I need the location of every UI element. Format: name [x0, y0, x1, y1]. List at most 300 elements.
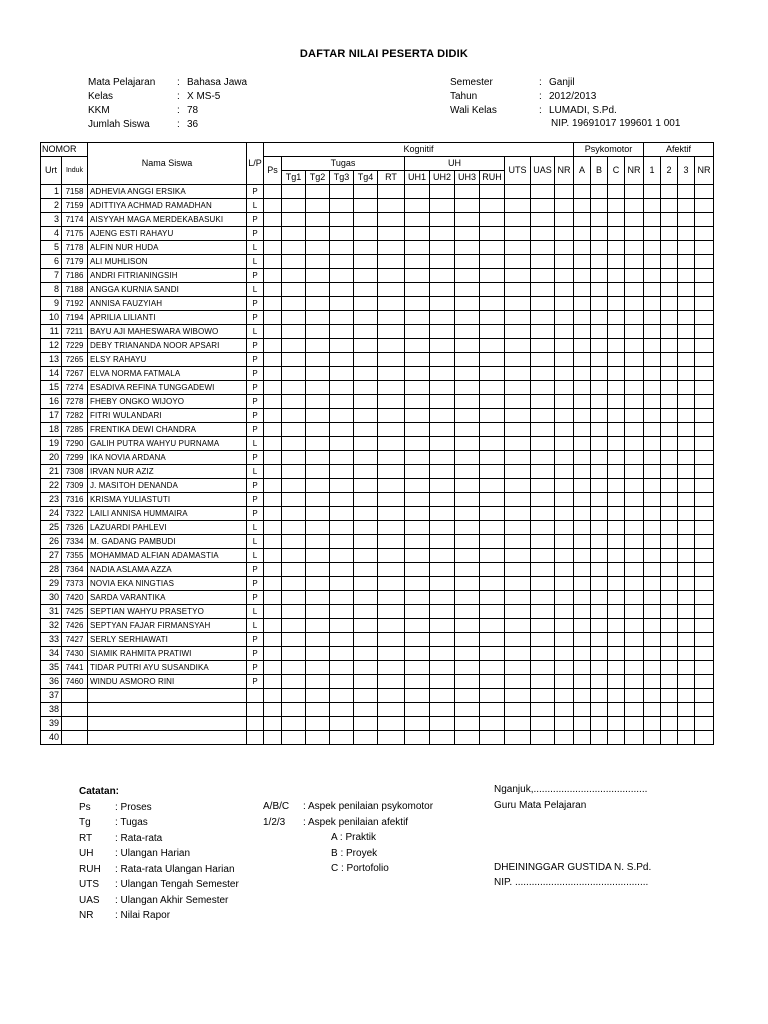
score-cell[interactable]	[282, 437, 306, 451]
score-cell[interactable]	[505, 185, 531, 199]
score-cell[interactable]	[306, 605, 330, 619]
score-cell[interactable]	[264, 493, 282, 507]
score-cell[interactable]	[430, 185, 455, 199]
score-cell[interactable]	[354, 535, 378, 549]
score-cell[interactable]	[378, 577, 405, 591]
score-cell[interactable]	[480, 339, 505, 353]
score-cell[interactable]	[625, 689, 644, 703]
score-cell[interactable]	[264, 381, 282, 395]
score-cell[interactable]	[330, 661, 354, 675]
score-cell[interactable]	[480, 661, 505, 675]
score-cell[interactable]	[354, 591, 378, 605]
score-cell[interactable]	[531, 367, 555, 381]
score-cell[interactable]	[555, 297, 574, 311]
score-cell[interactable]	[591, 339, 608, 353]
score-cell[interactable]	[282, 549, 306, 563]
score-cell[interactable]	[608, 409, 625, 423]
score-cell[interactable]	[455, 703, 480, 717]
score-cell[interactable]	[591, 493, 608, 507]
score-cell[interactable]	[505, 339, 531, 353]
score-cell[interactable]	[678, 395, 695, 409]
score-cell[interactable]	[264, 255, 282, 269]
score-cell[interactable]	[480, 591, 505, 605]
score-cell[interactable]	[455, 395, 480, 409]
score-cell[interactable]	[306, 591, 330, 605]
score-cell[interactable]	[555, 311, 574, 325]
score-cell[interactable]	[480, 605, 505, 619]
score-cell[interactable]	[405, 507, 430, 521]
score-cell[interactable]	[555, 269, 574, 283]
score-cell[interactable]	[625, 647, 644, 661]
score-cell[interactable]	[505, 479, 531, 493]
score-cell[interactable]	[591, 647, 608, 661]
score-cell[interactable]	[591, 703, 608, 717]
score-cell[interactable]	[306, 493, 330, 507]
score-cell[interactable]	[625, 409, 644, 423]
score-cell[interactable]	[574, 549, 591, 563]
score-cell[interactable]	[306, 479, 330, 493]
score-cell[interactable]	[608, 605, 625, 619]
score-cell[interactable]	[306, 241, 330, 255]
score-cell[interactable]	[354, 395, 378, 409]
score-cell[interactable]	[430, 507, 455, 521]
score-cell[interactable]	[574, 409, 591, 423]
score-cell[interactable]	[264, 437, 282, 451]
score-cell[interactable]	[661, 675, 678, 689]
score-cell[interactable]	[625, 269, 644, 283]
score-cell[interactable]	[378, 283, 405, 297]
score-cell[interactable]	[306, 451, 330, 465]
score-cell[interactable]	[378, 675, 405, 689]
score-cell[interactable]	[531, 451, 555, 465]
score-cell[interactable]	[282, 297, 306, 311]
score-cell[interactable]	[282, 185, 306, 199]
score-cell[interactable]	[354, 465, 378, 479]
score-cell[interactable]	[591, 619, 608, 633]
score-cell[interactable]	[505, 731, 531, 745]
score-cell[interactable]	[591, 423, 608, 437]
score-cell[interactable]	[405, 297, 430, 311]
score-cell[interactable]	[661, 269, 678, 283]
score-cell[interactable]	[480, 381, 505, 395]
score-cell[interactable]	[695, 451, 714, 465]
score-cell[interactable]	[378, 325, 405, 339]
score-cell[interactable]	[678, 717, 695, 731]
score-cell[interactable]	[555, 451, 574, 465]
score-cell[interactable]	[480, 353, 505, 367]
score-cell[interactable]	[531, 311, 555, 325]
score-cell[interactable]	[678, 311, 695, 325]
score-cell[interactable]	[405, 717, 430, 731]
score-cell[interactable]	[378, 381, 405, 395]
score-cell[interactable]	[480, 213, 505, 227]
score-cell[interactable]	[306, 647, 330, 661]
score-cell[interactable]	[695, 283, 714, 297]
score-cell[interactable]	[378, 409, 405, 423]
score-cell[interactable]	[555, 535, 574, 549]
score-cell[interactable]	[430, 633, 455, 647]
score-cell[interactable]	[330, 591, 354, 605]
score-cell[interactable]	[574, 479, 591, 493]
score-cell[interactable]	[695, 297, 714, 311]
score-cell[interactable]	[480, 199, 505, 213]
score-cell[interactable]	[555, 185, 574, 199]
score-cell[interactable]	[625, 619, 644, 633]
score-cell[interactable]	[678, 689, 695, 703]
score-cell[interactable]	[378, 633, 405, 647]
score-cell[interactable]	[480, 451, 505, 465]
score-cell[interactable]	[430, 675, 455, 689]
score-cell[interactable]	[264, 213, 282, 227]
score-cell[interactable]	[608, 297, 625, 311]
score-cell[interactable]	[608, 479, 625, 493]
score-cell[interactable]	[264, 661, 282, 675]
score-cell[interactable]	[661, 591, 678, 605]
score-cell[interactable]	[430, 255, 455, 269]
score-cell[interactable]	[455, 675, 480, 689]
score-cell[interactable]	[378, 731, 405, 745]
score-cell[interactable]	[378, 241, 405, 255]
score-cell[interactable]	[608, 619, 625, 633]
score-cell[interactable]	[591, 255, 608, 269]
score-cell[interactable]	[405, 353, 430, 367]
score-cell[interactable]	[264, 339, 282, 353]
score-cell[interactable]	[505, 241, 531, 255]
score-cell[interactable]	[282, 577, 306, 591]
score-cell[interactable]	[695, 269, 714, 283]
score-cell[interactable]	[625, 423, 644, 437]
score-cell[interactable]	[505, 199, 531, 213]
score-cell[interactable]	[455, 213, 480, 227]
score-cell[interactable]	[330, 731, 354, 745]
score-cell[interactable]	[695, 661, 714, 675]
score-cell[interactable]	[574, 591, 591, 605]
score-cell[interactable]	[378, 717, 405, 731]
score-cell[interactable]	[282, 423, 306, 437]
score-cell[interactable]	[405, 185, 430, 199]
score-cell[interactable]	[306, 633, 330, 647]
score-cell[interactable]	[661, 325, 678, 339]
score-cell[interactable]	[531, 549, 555, 563]
score-cell[interactable]	[625, 703, 644, 717]
score-cell[interactable]	[505, 409, 531, 423]
score-cell[interactable]	[282, 227, 306, 241]
score-cell[interactable]	[405, 703, 430, 717]
score-cell[interactable]	[455, 605, 480, 619]
score-cell[interactable]	[661, 255, 678, 269]
score-cell[interactable]	[678, 591, 695, 605]
score-cell[interactable]	[591, 731, 608, 745]
score-cell[interactable]	[455, 241, 480, 255]
score-cell[interactable]	[591, 325, 608, 339]
score-cell[interactable]	[378, 591, 405, 605]
score-cell[interactable]	[608, 199, 625, 213]
score-cell[interactable]	[430, 731, 455, 745]
score-cell[interactable]	[354, 185, 378, 199]
score-cell[interactable]	[430, 647, 455, 661]
score-cell[interactable]	[608, 311, 625, 325]
score-cell[interactable]	[306, 437, 330, 451]
score-cell[interactable]	[555, 199, 574, 213]
score-cell[interactable]	[405, 563, 430, 577]
score-cell[interactable]	[608, 367, 625, 381]
score-cell[interactable]	[505, 437, 531, 451]
score-cell[interactable]	[354, 521, 378, 535]
score-cell[interactable]	[678, 339, 695, 353]
score-cell[interactable]	[455, 661, 480, 675]
score-cell[interactable]	[678, 465, 695, 479]
score-cell[interactable]	[644, 409, 661, 423]
score-cell[interactable]	[354, 269, 378, 283]
score-cell[interactable]	[678, 479, 695, 493]
score-cell[interactable]	[661, 297, 678, 311]
score-cell[interactable]	[625, 213, 644, 227]
score-cell[interactable]	[531, 507, 555, 521]
score-cell[interactable]	[574, 521, 591, 535]
score-cell[interactable]	[354, 255, 378, 269]
score-cell[interactable]	[480, 493, 505, 507]
score-cell[interactable]	[264, 479, 282, 493]
score-cell[interactable]	[354, 493, 378, 507]
score-cell[interactable]	[306, 535, 330, 549]
score-cell[interactable]	[574, 703, 591, 717]
score-cell[interactable]	[264, 507, 282, 521]
score-cell[interactable]	[625, 577, 644, 591]
score-cell[interactable]	[591, 283, 608, 297]
score-cell[interactable]	[505, 451, 531, 465]
score-cell[interactable]	[306, 325, 330, 339]
score-cell[interactable]	[678, 605, 695, 619]
score-cell[interactable]	[480, 507, 505, 521]
score-cell[interactable]	[625, 521, 644, 535]
score-cell[interactable]	[678, 283, 695, 297]
score-cell[interactable]	[330, 353, 354, 367]
score-cell[interactable]	[661, 703, 678, 717]
score-cell[interactable]	[378, 507, 405, 521]
score-cell[interactable]	[282, 213, 306, 227]
score-cell[interactable]	[591, 605, 608, 619]
score-cell[interactable]	[531, 675, 555, 689]
score-cell[interactable]	[574, 423, 591, 437]
score-cell[interactable]	[531, 325, 555, 339]
score-cell[interactable]	[678, 381, 695, 395]
score-cell[interactable]	[378, 367, 405, 381]
score-cell[interactable]	[430, 409, 455, 423]
score-cell[interactable]	[430, 423, 455, 437]
score-cell[interactable]	[330, 605, 354, 619]
score-cell[interactable]	[354, 717, 378, 731]
score-cell[interactable]	[678, 577, 695, 591]
score-cell[interactable]	[591, 395, 608, 409]
score-cell[interactable]	[455, 339, 480, 353]
score-cell[interactable]	[608, 423, 625, 437]
score-cell[interactable]	[378, 479, 405, 493]
score-cell[interactable]	[555, 521, 574, 535]
score-cell[interactable]	[455, 269, 480, 283]
score-cell[interactable]	[591, 353, 608, 367]
score-cell[interactable]	[354, 283, 378, 297]
score-cell[interactable]	[678, 199, 695, 213]
score-cell[interactable]	[405, 437, 430, 451]
score-cell[interactable]	[555, 367, 574, 381]
score-cell[interactable]	[264, 283, 282, 297]
score-cell[interactable]	[625, 717, 644, 731]
score-cell[interactable]	[480, 311, 505, 325]
score-cell[interactable]	[282, 409, 306, 423]
score-cell[interactable]	[330, 213, 354, 227]
score-cell[interactable]	[574, 493, 591, 507]
score-cell[interactable]	[678, 241, 695, 255]
score-cell[interactable]	[430, 577, 455, 591]
score-cell[interactable]	[531, 255, 555, 269]
score-cell[interactable]	[264, 577, 282, 591]
score-cell[interactable]	[695, 381, 714, 395]
score-cell[interactable]	[330, 717, 354, 731]
score-cell[interactable]	[505, 675, 531, 689]
score-cell[interactable]	[505, 367, 531, 381]
score-cell[interactable]	[378, 213, 405, 227]
score-cell[interactable]	[378, 297, 405, 311]
score-cell[interactable]	[695, 633, 714, 647]
score-cell[interactable]	[264, 297, 282, 311]
score-cell[interactable]	[282, 521, 306, 535]
score-cell[interactable]	[608, 395, 625, 409]
score-cell[interactable]	[405, 409, 430, 423]
score-cell[interactable]	[644, 199, 661, 213]
score-cell[interactable]	[591, 563, 608, 577]
score-cell[interactable]	[505, 521, 531, 535]
score-cell[interactable]	[505, 507, 531, 521]
score-cell[interactable]	[531, 199, 555, 213]
score-cell[interactable]	[306, 619, 330, 633]
score-cell[interactable]	[695, 689, 714, 703]
score-cell[interactable]	[330, 703, 354, 717]
score-cell[interactable]	[378, 493, 405, 507]
score-cell[interactable]	[574, 633, 591, 647]
score-cell[interactable]	[405, 451, 430, 465]
score-cell[interactable]	[678, 619, 695, 633]
score-cell[interactable]	[354, 577, 378, 591]
score-cell[interactable]	[330, 647, 354, 661]
score-cell[interactable]	[306, 689, 330, 703]
score-cell[interactable]	[405, 241, 430, 255]
score-cell[interactable]	[695, 325, 714, 339]
score-cell[interactable]	[555, 255, 574, 269]
score-cell[interactable]	[608, 703, 625, 717]
score-cell[interactable]	[282, 395, 306, 409]
score-cell[interactable]	[555, 633, 574, 647]
score-cell[interactable]	[405, 381, 430, 395]
score-cell[interactable]	[264, 703, 282, 717]
score-cell[interactable]	[264, 605, 282, 619]
score-cell[interactable]	[282, 731, 306, 745]
score-cell[interactable]	[430, 269, 455, 283]
score-cell[interactable]	[625, 507, 644, 521]
score-cell[interactable]	[644, 703, 661, 717]
score-cell[interactable]	[505, 703, 531, 717]
score-cell[interactable]	[306, 521, 330, 535]
score-cell[interactable]	[330, 423, 354, 437]
score-cell[interactable]	[330, 437, 354, 451]
score-cell[interactable]	[531, 605, 555, 619]
score-cell[interactable]	[455, 437, 480, 451]
score-cell[interactable]	[405, 521, 430, 535]
score-cell[interactable]	[625, 479, 644, 493]
score-cell[interactable]	[555, 605, 574, 619]
score-cell[interactable]	[264, 451, 282, 465]
score-cell[interactable]	[625, 283, 644, 297]
score-cell[interactable]	[480, 437, 505, 451]
score-cell[interactable]	[661, 409, 678, 423]
score-cell[interactable]	[531, 241, 555, 255]
score-cell[interactable]	[264, 717, 282, 731]
score-cell[interactable]	[661, 437, 678, 451]
score-cell[interactable]	[354, 507, 378, 521]
score-cell[interactable]	[306, 507, 330, 521]
score-cell[interactable]	[574, 241, 591, 255]
score-cell[interactable]	[378, 521, 405, 535]
score-cell[interactable]	[405, 549, 430, 563]
score-cell[interactable]	[661, 647, 678, 661]
score-cell[interactable]	[306, 549, 330, 563]
score-cell[interactable]	[661, 577, 678, 591]
score-cell[interactable]	[574, 269, 591, 283]
score-cell[interactable]	[591, 199, 608, 213]
score-cell[interactable]	[430, 311, 455, 325]
score-cell[interactable]	[378, 311, 405, 325]
score-cell[interactable]	[644, 535, 661, 549]
score-cell[interactable]	[695, 353, 714, 367]
score-cell[interactable]	[306, 577, 330, 591]
score-cell[interactable]	[608, 493, 625, 507]
score-cell[interactable]	[405, 367, 430, 381]
score-cell[interactable]	[330, 325, 354, 339]
score-cell[interactable]	[661, 493, 678, 507]
score-cell[interactable]	[480, 479, 505, 493]
score-cell[interactable]	[264, 647, 282, 661]
score-cell[interactable]	[330, 675, 354, 689]
score-cell[interactable]	[625, 297, 644, 311]
score-cell[interactable]	[695, 465, 714, 479]
score-cell[interactable]	[695, 731, 714, 745]
score-cell[interactable]	[661, 521, 678, 535]
score-cell[interactable]	[282, 703, 306, 717]
score-cell[interactable]	[695, 213, 714, 227]
score-cell[interactable]	[608, 689, 625, 703]
score-cell[interactable]	[695, 605, 714, 619]
score-cell[interactable]	[282, 647, 306, 661]
score-cell[interactable]	[455, 409, 480, 423]
score-cell[interactable]	[608, 633, 625, 647]
score-cell[interactable]	[282, 381, 306, 395]
score-cell[interactable]	[455, 255, 480, 269]
score-cell[interactable]	[678, 451, 695, 465]
score-cell[interactable]	[480, 409, 505, 423]
score-cell[interactable]	[625, 185, 644, 199]
score-cell[interactable]	[574, 213, 591, 227]
score-cell[interactable]	[555, 507, 574, 521]
score-cell[interactable]	[378, 353, 405, 367]
score-cell[interactable]	[574, 619, 591, 633]
score-cell[interactable]	[455, 227, 480, 241]
score-cell[interactable]	[455, 731, 480, 745]
score-cell[interactable]	[430, 535, 455, 549]
score-cell[interactable]	[678, 269, 695, 283]
score-cell[interactable]	[678, 675, 695, 689]
score-cell[interactable]	[480, 577, 505, 591]
score-cell[interactable]	[378, 703, 405, 717]
score-cell[interactable]	[591, 521, 608, 535]
